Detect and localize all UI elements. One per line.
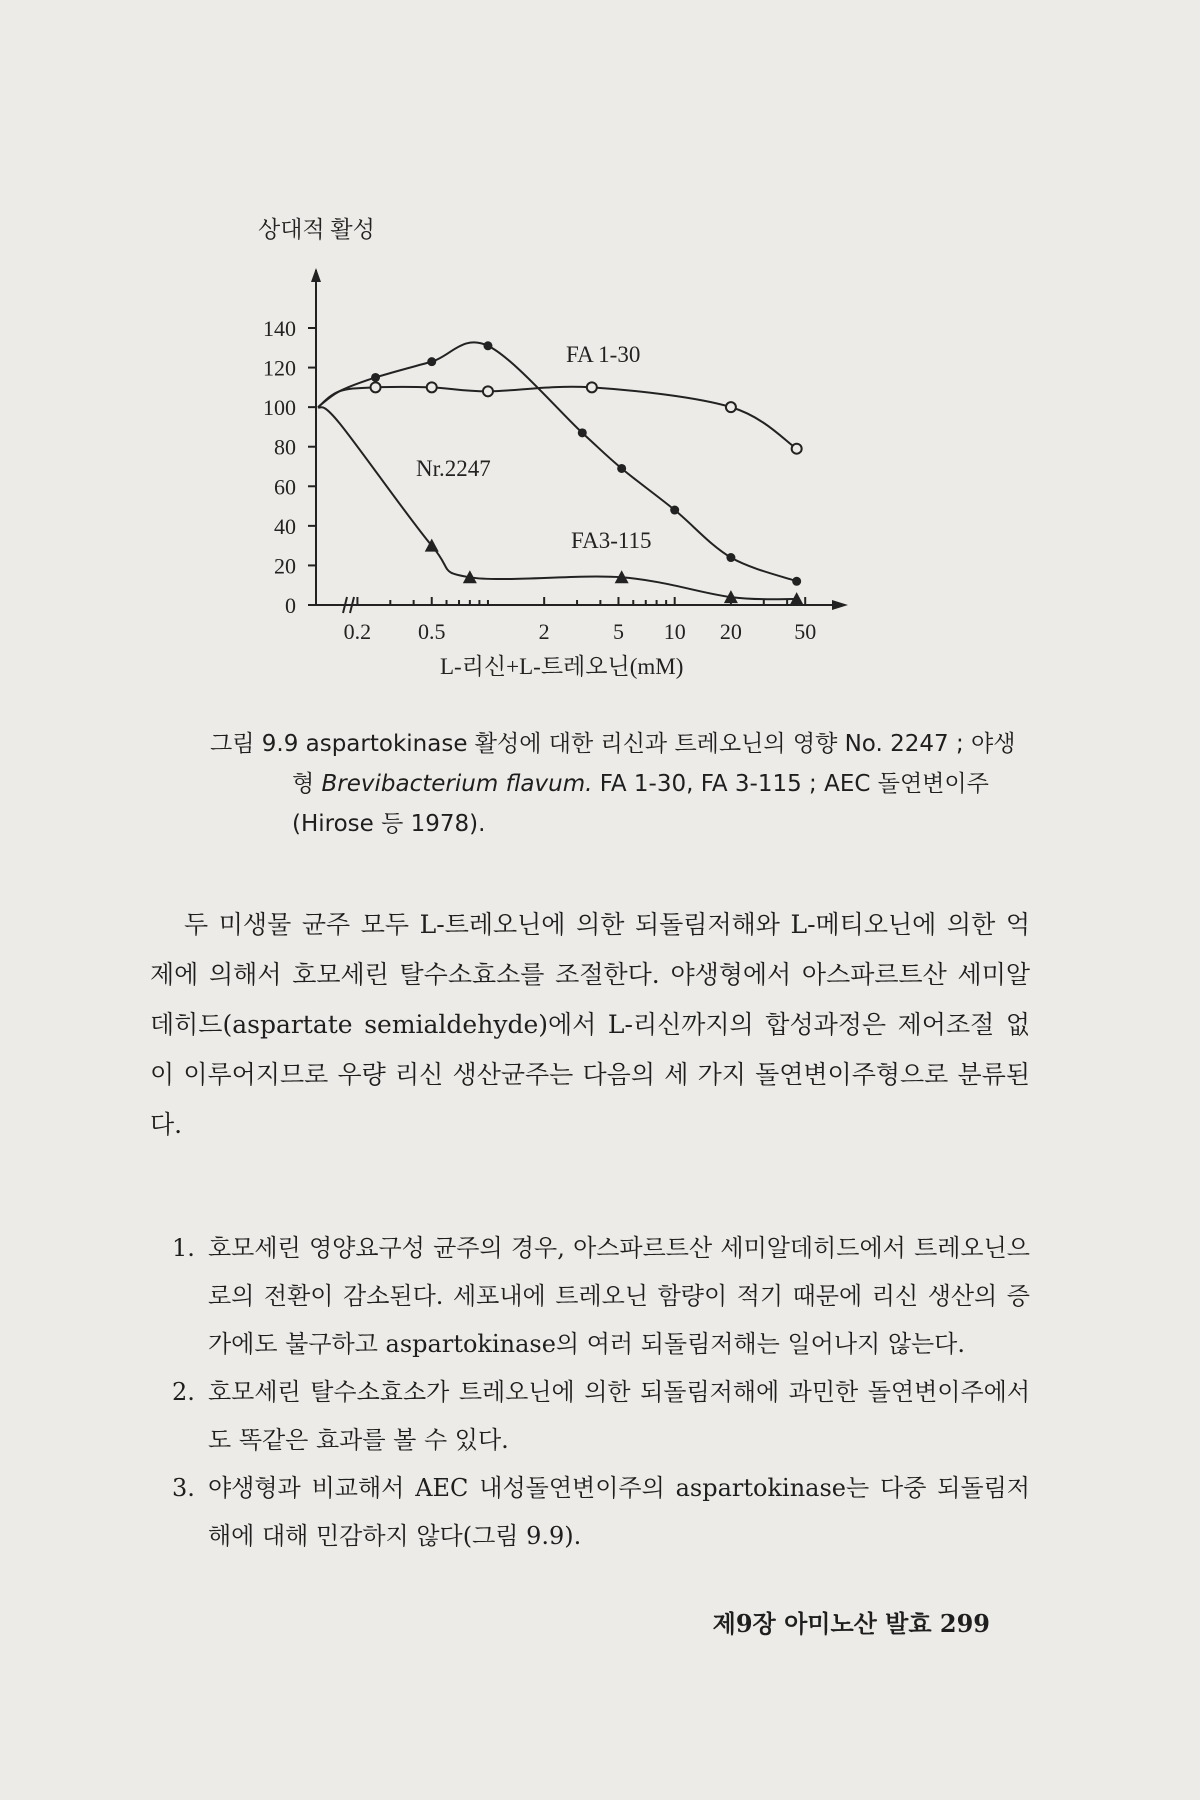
figure-caption: [210, 724, 1030, 844]
y-tick-label: 120: [263, 355, 296, 381]
numbered-list: [172, 1224, 1030, 1560]
data-point-filled-circle: [483, 341, 492, 350]
y-tick-label: 80: [274, 434, 296, 460]
data-point-open-circle: [726, 402, 736, 412]
data-point-filled-circle: [670, 506, 679, 515]
series-label: FA 1-30: [566, 342, 641, 367]
y-tick-label: 20: [274, 553, 296, 579]
caption-line-3: (Hirose 등 1978).: [292, 811, 486, 837]
chart-curves: [318, 342, 797, 599]
y-tick-label: 100: [263, 395, 296, 421]
caption-line-2-prefix: 형: [292, 771, 315, 797]
list-item-text: 야생형과 비교해서 AEC 내성돌연변이주의 aspartokinase는 다중 되돌림저해에 대해 민감하지 않다(그림 9.9).: [208, 1474, 1030, 1550]
series-labels: [416, 342, 652, 553]
data-point-open-circle: [792, 444, 802, 454]
caption-line-2: [210, 764, 1030, 804]
y-axis-label: 상대적 활성: [258, 217, 375, 242]
y-tick-label: 140: [263, 316, 296, 341]
data-point-open-circle: [483, 386, 493, 396]
y-tick-label: 0: [285, 593, 296, 618]
series-line-2: [318, 407, 797, 599]
x-tick-label: 20: [719, 619, 742, 644]
data-point-filled-circle: [726, 553, 735, 562]
x-tick-label: 5: [612, 619, 624, 644]
series-label: Nr.2247: [416, 456, 491, 481]
list-item: [172, 1224, 1030, 1368]
list-item-number: 3.: [172, 1474, 195, 1502]
body-paragraph: [150, 900, 1030, 1150]
data-point-filled-circle: [578, 428, 587, 437]
list-item: [172, 1464, 1030, 1560]
list-item: [172, 1368, 1030, 1464]
list-item-text: 호모세린 탈수소효소가 트레오닌에 의한 되돌림저해에 과민한 돌연변이주에서도 똑같은 효과를 볼 수 있다.: [208, 1378, 1030, 1454]
data-point-filled-circle: [617, 464, 626, 473]
x-tick-label: 50: [794, 619, 817, 644]
x-axis-label: L-리신+L-트레오닌(mM): [440, 654, 684, 679]
y-tick-label: 40: [274, 513, 296, 539]
data-point-open-circle: [587, 382, 597, 392]
chart-axes: [311, 268, 848, 613]
data-point-filled-circle: [427, 357, 436, 366]
list-item-text: 호모세린 영양요구성 균주의 경우, 아스파르트산 세미알데히드에서 트레오닌으로의 전환이 감소된다. 세포내에 트레오닌 함량이 적기 때문에 리신 생산의 증가에도 불구하고 aspartokinase의 여러 되돌림저해는 일어나지 않는다.: [208, 1234, 1030, 1358]
x-tick-label: 10: [663, 619, 686, 644]
body-paragraph-text: 두 미생물 균주 모두 L-트레오닌에 의한 되돌림저해와 L-메티오닌에 의한 억제에 의해서 호모세린 탈수소효소를 조절한다. 야생형에서 아스파르트산 세미알데히드(aspartate semialdehyde)에서 L-리신까지의 합성과정은 제어조절 없이 이루어지므로 우량 리신 생산균주는 다음의 세 가지 돌연변이주형으로 분류된다.: [150, 910, 1030, 1139]
y-axis-arrow: [311, 268, 321, 282]
x-tick-label: 0.5: [417, 619, 446, 644]
list-item-number: 1.: [172, 1234, 195, 1262]
list-item-number: 2.: [172, 1378, 195, 1406]
caption-line-2-suffix: FA 1-30, FA 3-115 ; AEC 돌연변이주: [599, 771, 989, 797]
data-point-open-circle: [371, 382, 381, 392]
data-point-filled-circle: [371, 373, 380, 382]
x-axis-arrow: [832, 600, 848, 610]
series-line-1: [318, 342, 797, 581]
x-tick-label: 0.2: [343, 619, 372, 644]
y-tick-label: 60: [274, 474, 296, 500]
x-tick-label: 2: [538, 619, 550, 644]
series-label: FA3-115: [571, 528, 652, 553]
data-point-open-circle: [427, 382, 437, 392]
data-point-filled-circle: [792, 577, 801, 586]
figure-chart: [0, 0, 1200, 700]
page-footer: 제9장 아미노산 발효 299: [712, 1609, 990, 1638]
caption-species: Brevibacterium flavum.: [321, 771, 593, 797]
series-line-0: [318, 387, 797, 449]
caption-line-1: 그림 9.9 aspartokinase 활성에 대한 리신과 트레오닌의 영향 No. 2247 ; 야생: [210, 731, 1016, 757]
